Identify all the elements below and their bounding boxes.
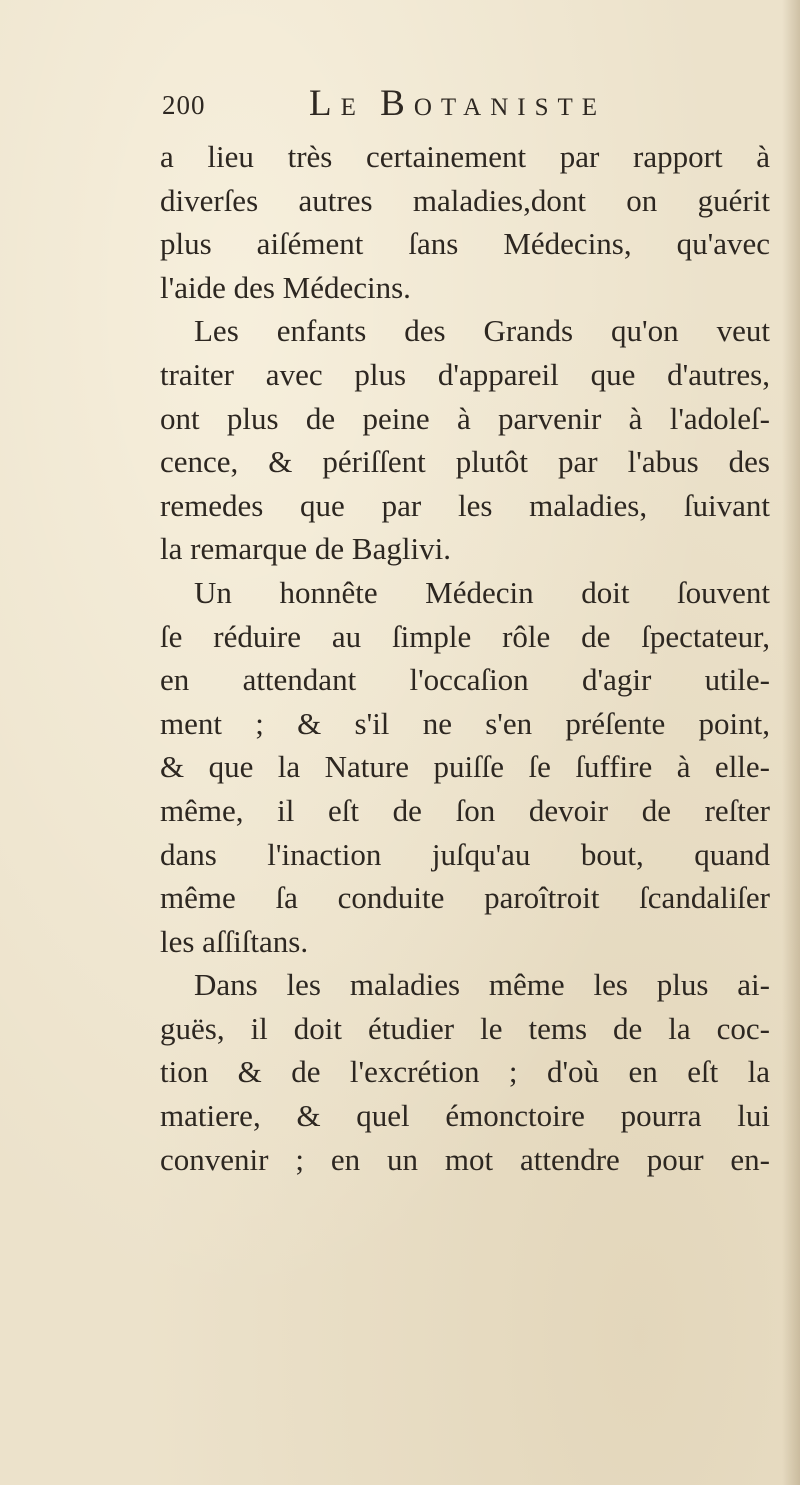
running-title-initial-b: B (380, 83, 414, 124)
text-line: diverſes autres maladies,dont on guérit (160, 182, 770, 218)
running-title (309, 82, 606, 125)
text-line: Un honnête Médecin doit ſouvent (194, 574, 770, 610)
text-line: remedes que par les maladies, ſuivant (160, 487, 770, 523)
page-header (162, 82, 682, 130)
text-line: cence, & périſſent plutôt par l'abus des (160, 444, 770, 480)
text-line: les aſſiſtans. (160, 923, 309, 959)
page-edge-shadow (782, 0, 800, 1485)
text-line: en attendant l'occaſion d'agir utile- (160, 662, 770, 698)
running-title-initial-l: L (309, 83, 341, 124)
body-text (160, 135, 770, 1181)
text-line: ſe réduire au ſimple rôle de ſpectateur, (160, 618, 770, 654)
text-line: ment ; & s'il ne s'en préſente point, (160, 705, 770, 741)
text-line: a lieu très certainement par rapport à (160, 139, 770, 174)
text-line: plus aiſément ſans Médecins, qu'avec (160, 226, 770, 262)
text-line: traiter avec plus d'appareil que d'autres, (160, 356, 770, 392)
text-line: dans l'inaction juſqu'au bout, quand (160, 836, 770, 872)
text-line: tion & de l'excrétion ; d'où en eſt la (160, 1054, 770, 1090)
text-line: même ſa conduite paroîtroit ſcandaliſer (160, 880, 770, 916)
text-line: la remarque de Baglivi. (160, 531, 451, 567)
running-title-part-1: E (340, 94, 381, 121)
text-line: Les enfants des Grands qu'on veut (194, 313, 770, 349)
text-line: & que la Nature puiſſe ſe ſuffire à elle- (160, 749, 770, 785)
running-title-part-2: OTANISTE (413, 94, 607, 121)
text-line: Dans les maladies même les plus ai- (194, 967, 770, 1003)
page-number: 200 (162, 90, 206, 120)
text-line: ont plus de peine à parvenir à l'adoleſ- (160, 400, 770, 436)
text-line: l'aide des Médecins. (160, 269, 411, 305)
text-line: même, il eſt de ſon devoir de reſter (160, 792, 770, 828)
text-line: guës, il doit étudier le tems de la coc- (160, 1010, 770, 1046)
text-line: convenir ; en un mot attendre pour en- (160, 1141, 770, 1177)
text-line: matiere, & quel émonctoire pourra lui (160, 1098, 770, 1134)
